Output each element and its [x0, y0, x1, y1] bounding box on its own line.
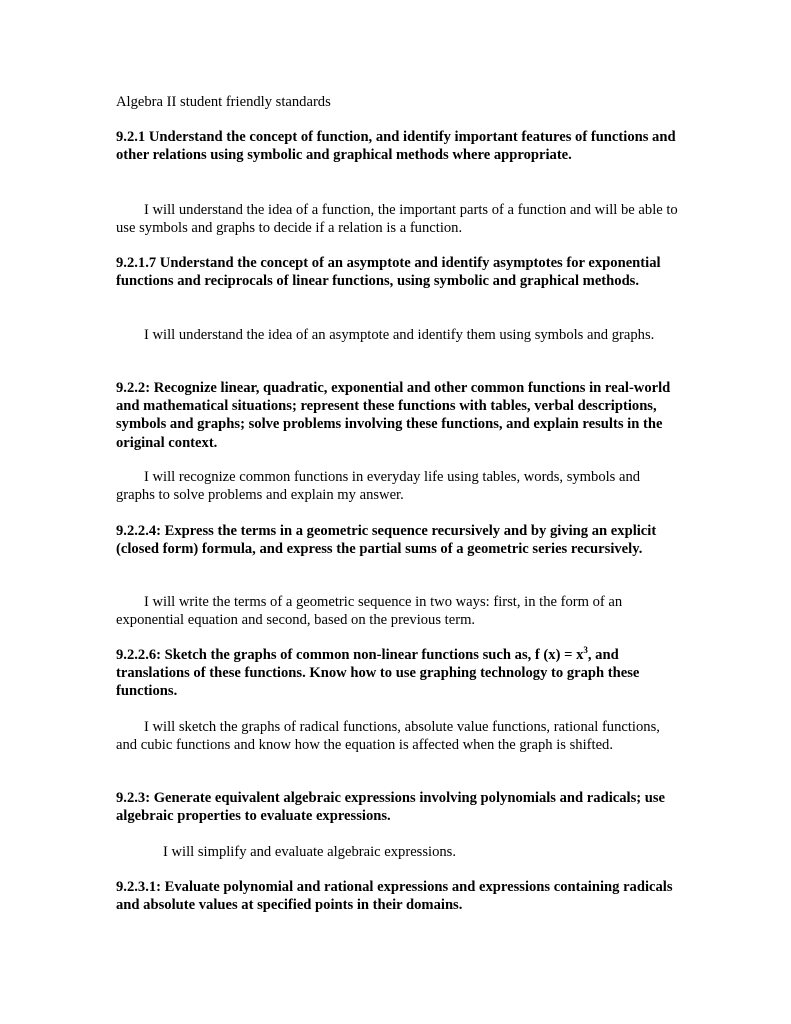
standard-heading-9-2-2-6	[116, 646, 681, 701]
standard-body-9-2-2-6: I will sketch the graphs of radical functions, absolute value functions, rational functions, and cubic functions and know how the equation is affected when the graph is shifted.	[116, 719, 660, 754]
standard-body-9-2-2-4: I will write the terms of a geometric sequence in two ways: first, in the form of an exponential equation and second, based on the previous term.	[116, 594, 623, 629]
standard-heading-9-2-1-7: 9.2.1.7 Understand the concept of an asymptote and identify asymptotes for exponential functions and reciprocals of linear functions, using symbolic and graphical methods.	[116, 255, 661, 290]
heading-text-after-exponent: , and translations of these functions. Know how to use graphing technology to graph these functions.	[116, 647, 640, 700]
standard-heading-9-2-2: 9.2.2: Recognize linear, quadratic, exponential and other common functions in real-world and mathematical situations; represent these functions with tables, verbal descriptions, symbols and graphs; solve problems involving these functions, and explain results in the original context.	[116, 380, 671, 451]
standard-body-9-2-1-7: I will understand the idea of an asymptote and identify them using symbols and graphs.	[144, 327, 655, 343]
standard-heading-9-2-1: 9.2.1 Understand the concept of function, and identify important features of functions and other relations using symbolic and graphical methods where appropriate.	[116, 129, 676, 164]
standard-body-9-2-2: I will recognize common functions in everyday life using tables, words, symbols and graphs to solve problems and explain my answer.	[116, 469, 641, 504]
standard-body-9-2-3: I will simplify and evaluate algebraic expressions.	[163, 844, 457, 860]
document-title: Algebra II student friendly standards	[116, 94, 331, 110]
heading-text-before-exponent: 9.2.2.6: Sketch the graphs of common non-linear functions such as, f (x) = x	[116, 647, 584, 663]
standard-body-9-2-1: I will understand the idea of a function, the important parts of a function and will be able to use symbols and graphs to decide if a relation is a function.	[116, 202, 678, 237]
standard-heading-9-2-3: 9.2.3: Generate equivalent algebraic expressions involving polynomials and radicals; use algebraic properties to evaluate expressions.	[116, 790, 666, 825]
standard-heading-9-2-3-1: 9.2.3.1: Evaluate polynomial and rational expressions and expressions containing radicals and absolute values at specified points in their domains.	[116, 879, 673, 914]
standard-heading-9-2-2-4: 9.2.2.4: Express the terms in a geometric sequence recursively and by giving an explicit (closed form) formula, and express the partial sums of a geometric series recursively.	[116, 523, 657, 558]
exponent-superscript: 3	[583, 645, 588, 656]
